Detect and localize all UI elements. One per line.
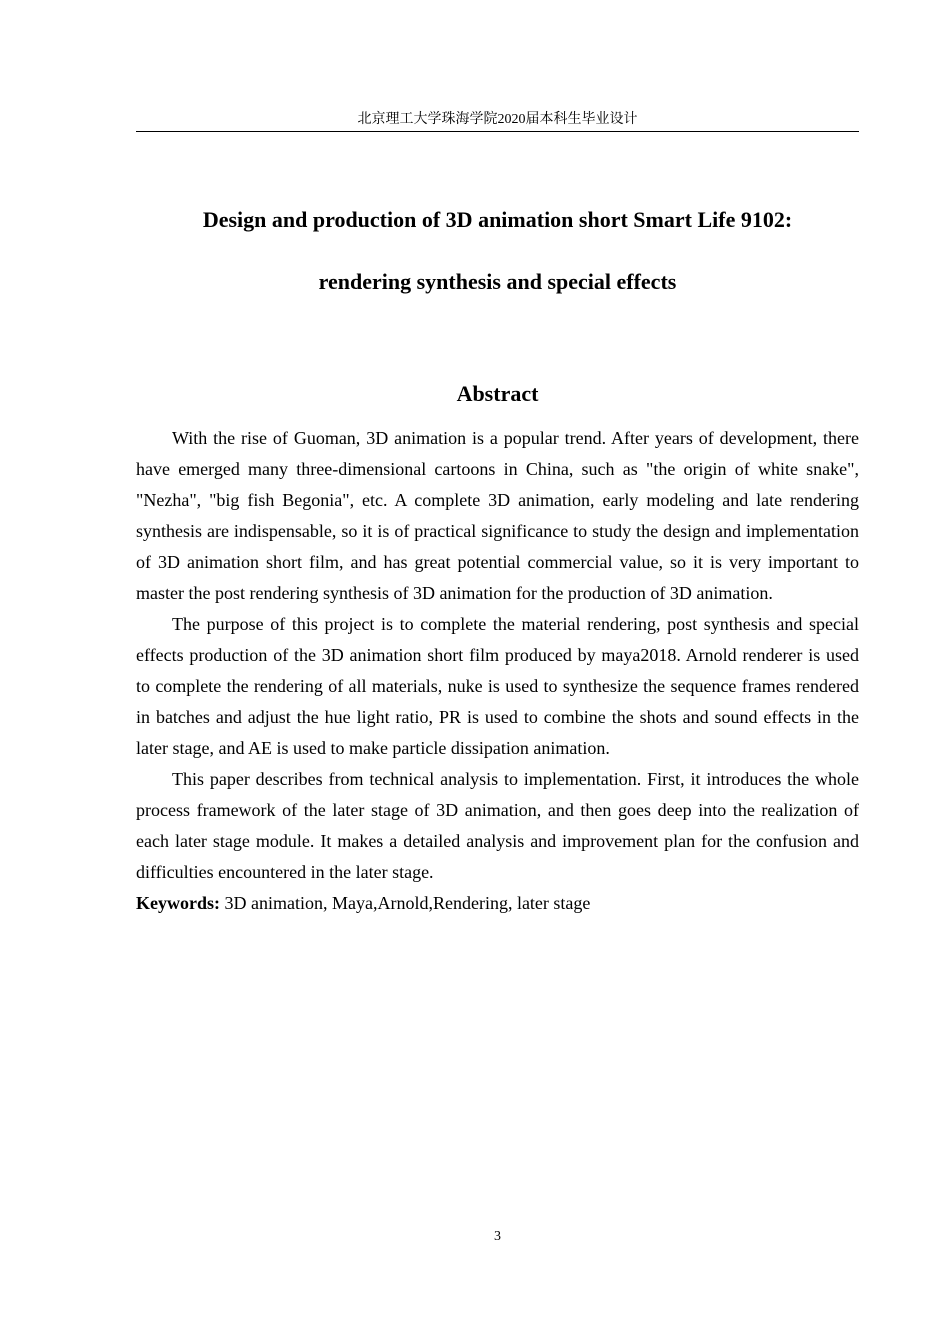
thesis-title-line-2: rendering synthesis and special effects [318,269,677,294]
page-header: 北京理工大学珠海学院2020届本科生毕业设计 [136,111,859,132]
abstract-body [136,423,859,919]
page-number: 3 [494,1229,501,1244]
keywords-line [136,888,859,919]
thesis-title-line-1: Design and production of 3D animation short Smart Life 9102: [202,207,793,232]
abstract-paragraph: This paper describes from technical analysis to implementation. First, it introduces the whole process framework of the later stage of 3D animation, and then goes deep into the realization of each later stage module. It makes a detailed analysis and improvement plan for the confusion and difficulties encountered in the later stage. [136,769,859,882]
keywords-label: Keywords: [136,893,220,913]
abstract-paragraph: The purpose of this project is to complete the material rendering, post synthesis and special effects production of the 3D animation short film produced by maya2018. Arnold renderer is used to complete the rendering of all materials, nuke is used to synthesize the sequence frames rendered in batches and adjust the hue light ratio, PR is used to combine the shots and sound effects in the later stage, and AE is used to make particle dissipation animation. [136,614,859,758]
abstract-heading: Abstract [456,381,539,406]
abstract-paragraph: With the rise of Guoman, 3D animation is a popular trend. After years of development, there have emerged many three-dimensional cartoons in China, such as "the origin of white snake", "Nezha", "big fish Begonia", etc. A complete 3D animation, early modeling and late rendering synthesis are indispensable, so it is of practical significance to study the design and implementation of 3D animation short film, and has great potential commercial value, so it is very important to master the post rendering synthesis of 3D animation for the production of 3D animation. [136,428,859,603]
keywords-value: 3D animation, Maya,Arnold,Rendering, later stage [220,893,591,913]
